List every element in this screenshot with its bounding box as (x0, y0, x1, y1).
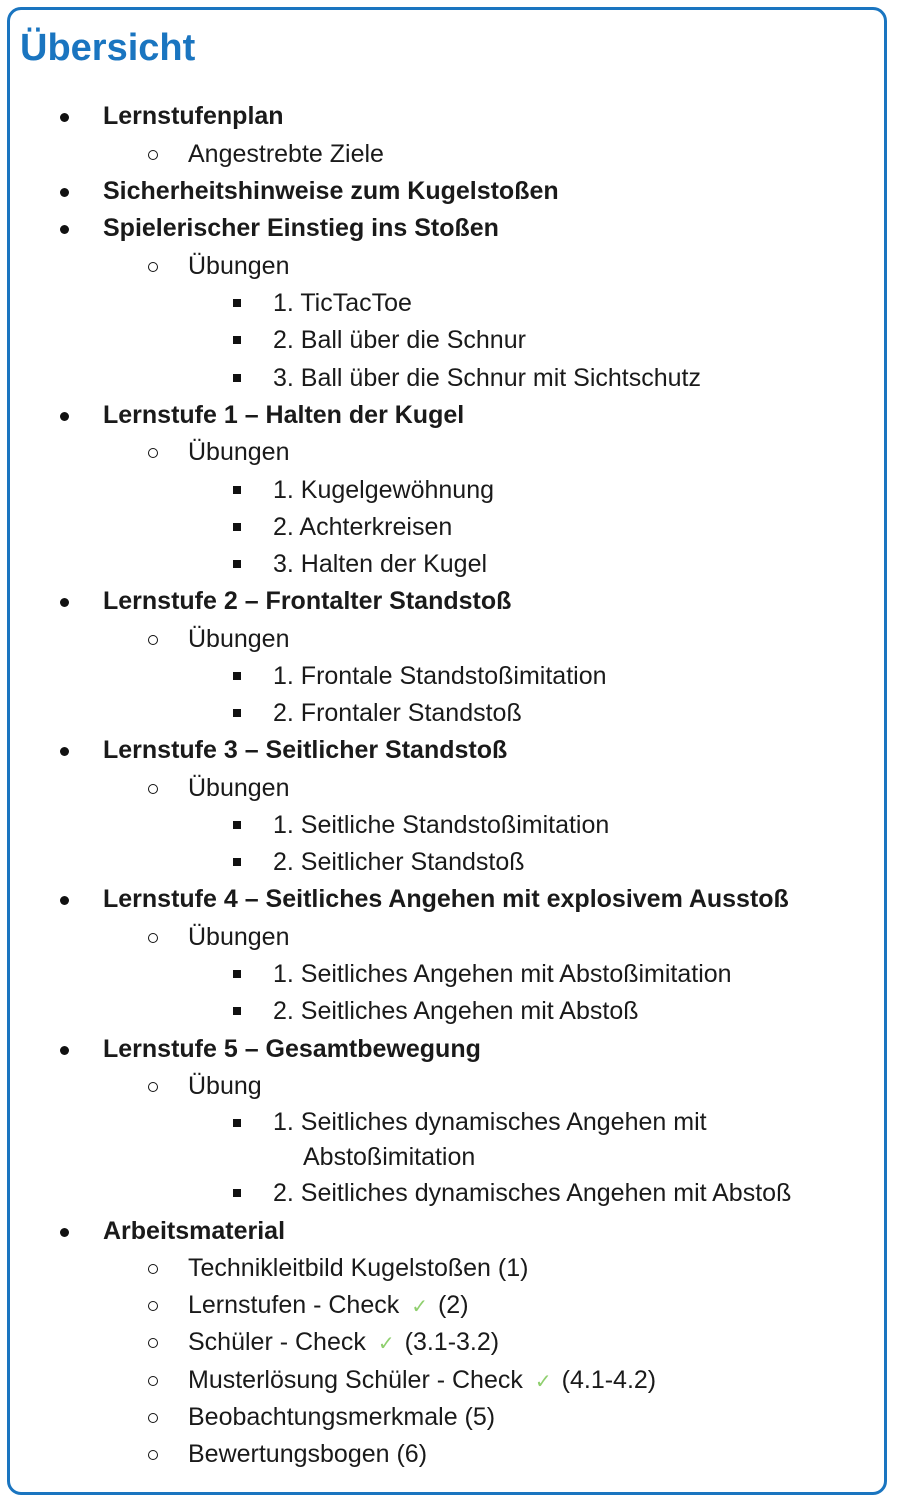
list-item (0, 1436, 793, 1473)
list-item (0, 844, 793, 881)
section-label: Lernstufe 4 – Seitliches Angehen mit explosivem Ausstoß (103, 885, 789, 914)
list-item (0, 993, 793, 1030)
exercise-label: 1. Frontale Standstoßimitation (273, 661, 607, 690)
bullet-icon (60, 1228, 69, 1237)
exercise-label: 2. Frontaler Standstoß (273, 699, 522, 728)
circle-bullet-icon (148, 784, 158, 794)
list-item (0, 285, 793, 322)
circle-bullet-icon (148, 1450, 158, 1460)
material-label: Beobachtungsmerkmale (5) (188, 1402, 496, 1431)
exercise-label: 2. Seitliches Angehen mit Abstoß (273, 997, 639, 1026)
subsection-label: Übung (188, 1072, 262, 1101)
list-item (0, 1105, 793, 1175)
square-bullet-icon (233, 560, 241, 568)
subsection-label: Übungen (188, 624, 290, 653)
bullet-icon (60, 747, 69, 756)
subsection-label: Angestrebte Ziele (188, 139, 384, 168)
section-label: Arbeitsmaterial (103, 1216, 286, 1245)
material-suffix: (4.1-4.2) (561, 1365, 657, 1394)
bullet-icon (60, 598, 69, 607)
list-item (0, 210, 793, 396)
exercise-label: 1. TicTacToe (273, 289, 412, 318)
circle-bullet-icon (148, 1376, 158, 1386)
list-item (0, 434, 793, 583)
list-item (0, 881, 793, 1030)
exercise-label: 1. Seitliches Angehen mit Abstoßimitation (273, 960, 732, 989)
circle-bullet-icon (148, 635, 158, 645)
exercise-label: 2. Seitlicher Standstoß (273, 848, 525, 877)
bullet-icon (60, 113, 69, 122)
circle-bullet-icon (148, 1264, 158, 1274)
list-item (0, 509, 793, 546)
list-item (0, 695, 793, 732)
bullet-icon (60, 188, 69, 197)
circle-bullet-icon (148, 933, 158, 943)
bullet-icon (60, 896, 69, 905)
exercise-label: 2. Seitliches dynamisches Angehen mit Abstoß (273, 1179, 792, 1208)
square-bullet-icon (233, 523, 241, 531)
bullet-icon (60, 412, 69, 421)
list-item (0, 1399, 793, 1436)
square-bullet-icon (233, 858, 241, 866)
circle-bullet-icon (148, 262, 158, 272)
list-item (0, 1250, 793, 1287)
exercise-label: 3. Ball über die Schnur mit Sichtschutz (273, 363, 701, 392)
circle-bullet-icon (148, 150, 158, 160)
material-label: Musterlösung Schüler - Check (188, 1365, 523, 1394)
list-item (0, 1362, 793, 1399)
subsection-label: Übungen (188, 438, 290, 467)
square-bullet-icon (233, 1119, 241, 1127)
material-suffix: (3.1-3.2) (404, 1328, 500, 1357)
material-label: Technikleitbild Kugelstoßen (1) (188, 1254, 529, 1283)
square-bullet-icon (233, 486, 241, 494)
exercise-label: 1. Seitliches dynamisches Angehen mit (273, 1108, 707, 1137)
checkmark-icon: ✓ (377, 1333, 395, 1356)
subsection-label: Übungen (188, 251, 290, 280)
exercise-label: 3. Halten der Kugel (273, 549, 488, 578)
page-title: Übersicht (20, 27, 196, 69)
bullet-icon (60, 1046, 69, 1055)
square-bullet-icon (233, 672, 241, 680)
exercise-label: 2. Ball über die Schnur (273, 326, 526, 355)
list-item (0, 397, 793, 583)
list-item (0, 770, 793, 882)
list-item (0, 956, 793, 993)
list-item (0, 919, 793, 1031)
square-bullet-icon (233, 821, 241, 829)
material-label: Lernstufen - Check (188, 1291, 400, 1320)
list-item (0, 621, 793, 733)
checkmark-icon: ✓ (411, 1296, 428, 1319)
list-item (0, 322, 793, 359)
exercise-label: 2. Achterkreisen (273, 512, 453, 541)
list-item (0, 546, 793, 583)
list-item (0, 472, 793, 509)
square-bullet-icon (233, 336, 241, 344)
subsection-label: Übungen (188, 773, 290, 802)
square-bullet-icon (233, 1189, 241, 1197)
section-label: Lernstufe 2 – Frontalter Standstoß (103, 587, 512, 616)
material-suffix: (2) (437, 1291, 469, 1320)
list-item (0, 248, 793, 397)
square-bullet-icon (233, 299, 241, 307)
exercise-label: 1. Kugelgewöhnung (273, 475, 495, 504)
circle-bullet-icon (148, 448, 158, 458)
list-item (0, 173, 793, 211)
list-item (0, 807, 793, 844)
circle-bullet-icon (148, 1301, 158, 1311)
section-label: Spielerischer Einstieg ins Stoßen (103, 214, 499, 243)
bullet-icon (60, 225, 69, 234)
list-item (0, 136, 793, 173)
material-label: Schüler - Check (188, 1328, 366, 1357)
circle-bullet-icon (148, 1082, 158, 1092)
circle-bullet-icon (148, 1413, 158, 1423)
list-item (0, 1324, 793, 1361)
section-label: Lernstufe 1 – Halten der Kugel (103, 400, 465, 429)
list-item (0, 360, 793, 397)
list-item (0, 658, 793, 695)
section-label: Lernstufe 5 – Gesamtbewegung (103, 1034, 481, 1063)
exercise-label-continued: Abstoßimitation (303, 1143, 476, 1172)
square-bullet-icon (233, 1007, 241, 1015)
section-label: Sicherheitshinweise zum Kugelstoßen (103, 176, 559, 205)
list-item (0, 1031, 793, 1213)
square-bullet-icon (233, 374, 241, 382)
square-bullet-icon (233, 709, 241, 717)
list-item (0, 1287, 793, 1324)
section-label: Lernstufenplan (103, 102, 284, 130)
section-label: Lernstufe 3 – Seitlicher Standstoß (103, 736, 508, 765)
list-item (0, 732, 793, 881)
checkmark-icon: ✓ (534, 1370, 552, 1393)
list-item (0, 1068, 793, 1212)
list-item (0, 98, 793, 173)
list-item (0, 1213, 793, 1474)
circle-bullet-icon (148, 1338, 158, 1348)
material-label: Bewertungsbogen (6) (188, 1440, 428, 1469)
exercise-label: 1. Seitliche Standstoßimitation (273, 811, 610, 839)
list-item (0, 1175, 793, 1212)
square-bullet-icon (233, 970, 241, 978)
list-item (0, 583, 793, 732)
overview-list (0, 98, 793, 1473)
subsection-label: Übungen (188, 922, 290, 951)
